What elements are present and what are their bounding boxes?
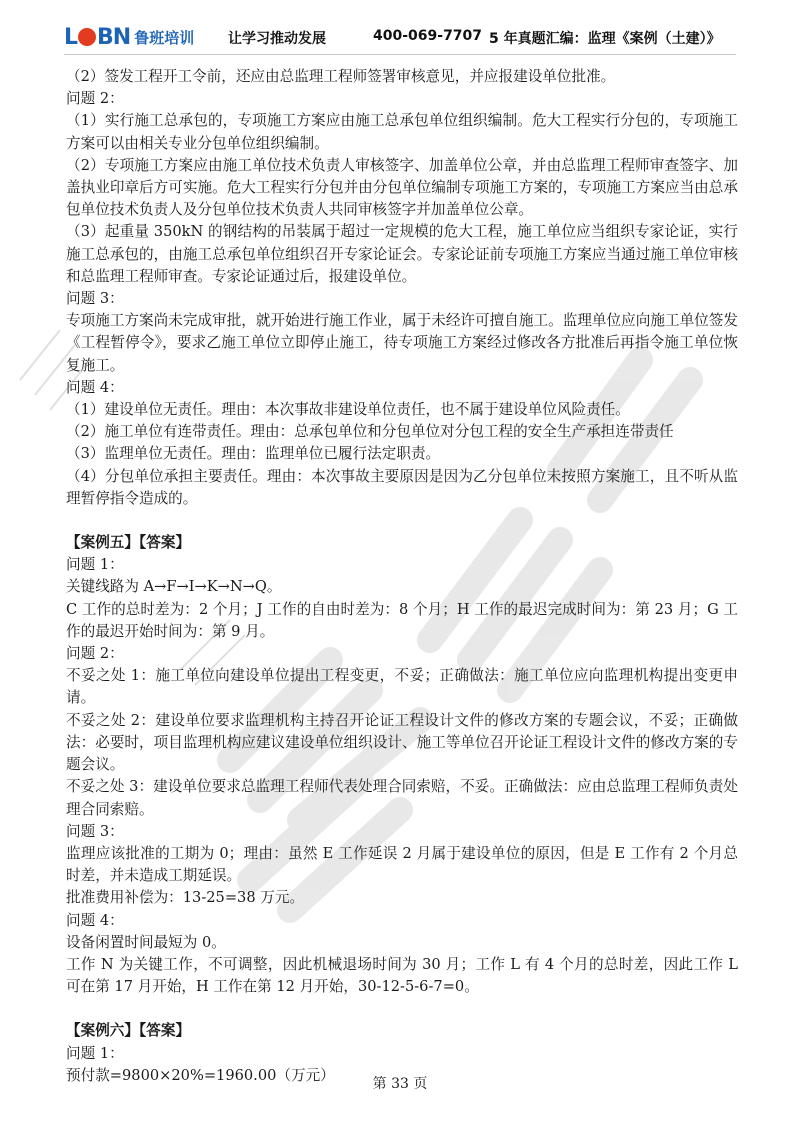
logo-lo: L <box>64 24 78 50</box>
paragraph: 问题 4： <box>66 378 124 396</box>
paragraph: （4）分包单位承担主要责任。理由：本次事故主要原因是因为乙分包单位未按照方案施工，且不听从监理暂停指令造成的。 <box>66 467 738 507</box>
paragraph: C 工作的总时差为：2 个月；J 工作的自由时差为：8 个月；H 工作的最迟完成时间为：第 23 月；G 工作的最迟开始时间为：第 9 月。 <box>66 600 738 640</box>
paragraph: 问题 2： <box>66 645 124 663</box>
paragraph: 设备闲置时间最短为 0。 <box>66 933 226 951</box>
section-heading: 【案例五】【答案】 <box>66 534 191 552</box>
paragraph: （1）实行施工总承包的，专项施工方案应由施工总承包单位组织编制。危大工程实行分包的，专项施工方案可以由相关专业分包单位组织编制。 <box>66 112 738 152</box>
paragraph: 工作 N 为关键工作，不可调整，因此机械退场时间为 30 月；工作 L 有 4 个月的总时差，因此工作 L 可在第 17 月开始，H 工作在第 12 月开始，30-12-5-6-7=0。 <box>66 955 738 996</box>
header-slogan: 让学习推动发展 <box>228 31 326 47</box>
paragraph: 问题 1： <box>66 556 124 574</box>
section-heading: 【案例六】【答案】 <box>66 1022 191 1040</box>
paragraph: 关键线路为 A→F→I→K→N→Q。 <box>66 578 282 596</box>
paragraph: （2）签发工程开工令前，还应由总监理工程师签署审核意见，并应报建设单位批准。 <box>66 68 616 85</box>
paragraph: （2）施工单位有连带责任。理由：总承包单位和分包单位对分包工程的安全生产承担连带责任 <box>66 423 674 441</box>
paragraph: （1）建设单位无责任。理由：本次事故非建设单位责任，也不属于建设单位风险责任。 <box>66 401 630 419</box>
header-phone: 400-069-7707 <box>373 28 483 44</box>
page-number: 第 33 页 <box>372 1076 428 1092</box>
paragraph: 不妥之处 1：施工单位向建设单位提出工程变更，不妥；正确做法：施工单位应向监理机构提出变更申请。 <box>66 667 738 707</box>
header-title: 5 年真题汇编：监理《案例（土建）》 <box>489 31 721 47</box>
paragraph: 监理应该批准的工期为 0；理由：虽然 E 工作延误 2 月属于建设单位的原因，但是 E 工作有 2 个月总时差，并未造成工期延误。 <box>66 844 738 885</box>
header-divider <box>64 54 736 55</box>
paragraph: 问题 2： <box>66 90 124 108</box>
paragraph: 问题 4： <box>66 911 124 929</box>
page-header <box>0 0 800 60</box>
logo-circle-icon <box>78 28 96 46</box>
document-body <box>66 66 738 1087</box>
paragraph: 批准费用补偿为：13-25=38 万元。 <box>66 889 305 907</box>
paragraph: 专项施工方案尚未完成审批，就开始进行施工作业，属于未经许可擅自施工。监理单位应向施工单位签发《工程暂停令》，要求乙施工单位立即停止施工，待专项施工方案经过修改各方批准后再指令施工单位恢复施工。 <box>66 312 738 374</box>
logo-cn-text: 鲁班培训 <box>134 28 195 47</box>
paragraph: 不妥之处 3：建设单位要求总监理工程师代表处理合同索赔，不妥。正确做法：应由总监理工程师负责处理合同索赔。 <box>66 778 738 818</box>
paragraph: 预付款=9800×20%=1960.00（万元） <box>66 1066 335 1084</box>
paragraph: 不妥之处 2：建设单位要求监理机构主持召开论证工程设计文件的修改方案的专题会议，不妥；正确做法：必要时，项目监理机构应建议建设单位组织设计、施工等单位召开论证工程设计文件的修改方案的专题会议。 <box>66 711 738 774</box>
paragraph: （3）起重量 350kN 的钢结构的吊装属于超过一定规模的危大工程，施工单位应当组织专家论证，实行施工总承包的，由施工总承包单位组织召开专家论证会。专家论证前专项施工方案应当通过施工单位审核和总监理工程师审查。专家论证通过后，报建设单位。 <box>66 223 738 285</box>
paragraph: 问题 3： <box>66 290 124 308</box>
paragraph: 问题 3： <box>66 822 124 840</box>
paragraph: （2）专项施工方案应由施工单位技术负责人审核签字、加盖单位公章，并由总监理工程师审查签字、加盖执业印章后方可实施。危大工程实行分包并由分包单位编制专项施工方案的，专项施工方案应当由总承包单位技术负责人及分包单位技术负责人共同审核签字并加盖单位公章。 <box>66 156 738 219</box>
brand-logo <box>64 24 194 50</box>
paragraph: （3）监理单位无责任。理由：监理单位已履行法定职责。 <box>66 445 441 463</box>
paragraph: 问题 1： <box>66 1044 124 1062</box>
logo-bn: BN <box>97 24 131 50</box>
